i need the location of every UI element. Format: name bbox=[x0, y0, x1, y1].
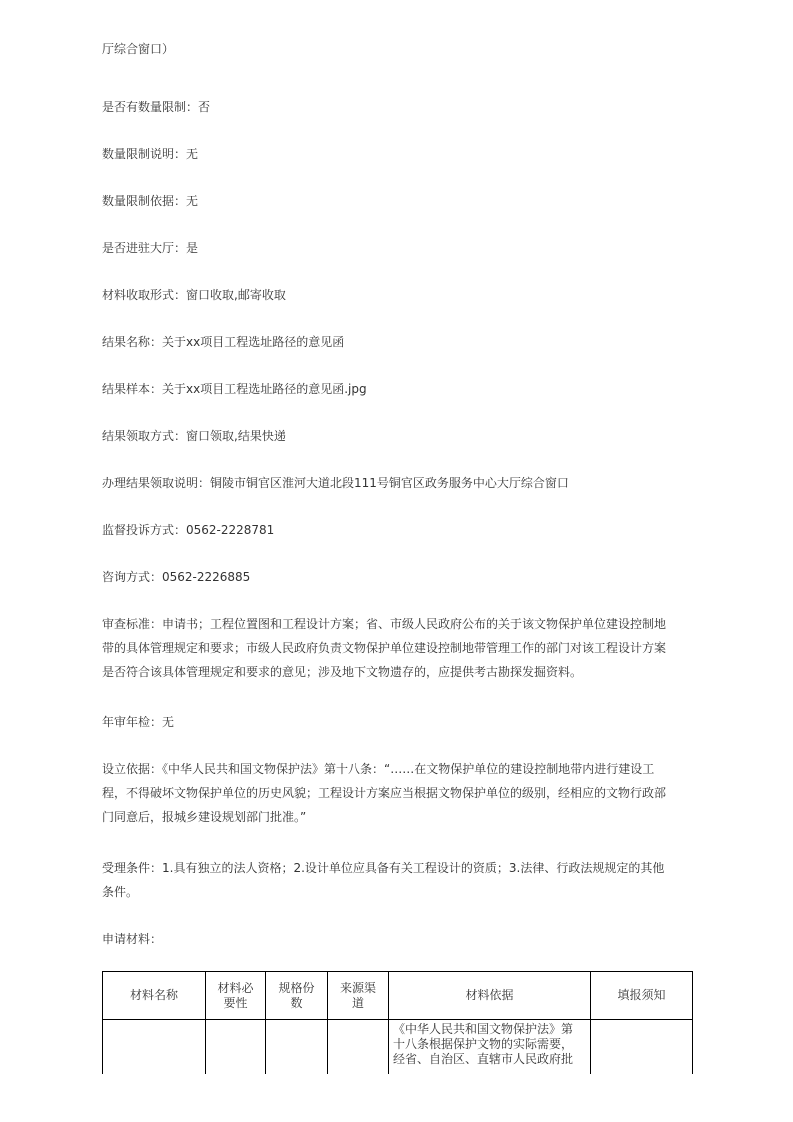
text-line-material-collection: 材料收取形式：窗口收取,邮寄收取 bbox=[102, 288, 286, 302]
legal-basis-line: 程，不得破坏文物保护单位的历史风貌；工程设计方案应当根据文物保护单位的级别，经相应的文物行政部 bbox=[102, 786, 667, 800]
basis-line: 经省、自治区、直辖市人民政府批 bbox=[393, 1052, 574, 1066]
text-line-complaint: 监督投诉方式：0562-2228781 bbox=[102, 523, 275, 537]
header-required-line: 材料必 bbox=[217, 980, 254, 995]
header-basis: 材料依据 bbox=[389, 972, 591, 1020]
header-notes: 填报须知 bbox=[591, 972, 693, 1020]
text-line-hall-window: 厅综合窗口） bbox=[102, 42, 175, 56]
review-standard-line: 是否符合该具体管理规定和要求的意见；涉及地下文物遗存的，应提供考古勘探发掘资料。 bbox=[102, 665, 583, 679]
materials-label: 申请材料： bbox=[102, 932, 163, 946]
legal-basis-paragraph bbox=[102, 757, 692, 829]
header-required bbox=[206, 972, 266, 1020]
review-standard-paragraph bbox=[102, 612, 692, 684]
legal-basis-line: 门同意后，报城乡建设规划部门批准。” bbox=[102, 810, 307, 824]
text-line-quantity-limit: 是否有数量限制：否 bbox=[102, 100, 211, 114]
header-spec bbox=[266, 972, 328, 1020]
text-line-quantity-limit-basis: 数量限制依据：无 bbox=[102, 194, 199, 208]
legal-basis-line: 设立依据：《中华人民共和国文物保护法》第十八条：“……在文物保护单位的建设控制地带内进行建设工 bbox=[102, 762, 655, 776]
table-header-row bbox=[103, 972, 693, 1020]
text-line-annual-review: 年审年检：无 bbox=[102, 715, 175, 729]
header-spec-line: 数 bbox=[290, 995, 303, 1010]
header-source-line: 道 bbox=[351, 995, 364, 1010]
basis-line: 《中华人民共和国文物保护法》第 bbox=[393, 1022, 574, 1036]
text-line-result-pickup-desc: 办理结果领取说明：铜陵市铜官区淮河大道北段111号铜官区政务服务中心大厅综合窗口 bbox=[102, 476, 569, 490]
text-line-consult: 咨询方式：0562-2226885 bbox=[102, 570, 251, 584]
conditions-paragraph bbox=[102, 856, 692, 904]
conditions-line: 条件。 bbox=[102, 885, 139, 899]
header-source-line: 来源渠 bbox=[339, 980, 376, 995]
text-line-quantity-limit-desc: 数量限制说明：无 bbox=[102, 147, 199, 161]
text-line-result-name: 结果名称：关于xx项目工程选址路径的意见函 bbox=[102, 335, 345, 349]
conditions-line: 受理条件：1.具有独立的法人资格；2.设计单位应具备有关工程设计的资质；3.法律、行政法规规定的其他 bbox=[102, 861, 665, 875]
text-line-result-sample: 结果样本：关于xx项目工程选址路径的意见函.jpg bbox=[102, 382, 367, 396]
review-standard-line: 审查标准：申请书；工程位置图和工程设计方案；省、市级人民政府公布的关于该文物保护单位建设控制地 bbox=[102, 617, 667, 631]
review-standard-line: 带的具体管理规定和要求；市级人民政府负责文物保护单位建设控制地带管理工作的部门对该工程设计方案 bbox=[102, 641, 667, 655]
text-line-result-pickup: 结果领取方式：窗口领取,结果快递 bbox=[102, 429, 286, 443]
header-required-line: 要性 bbox=[223, 995, 248, 1010]
header-material-name: 材料名称 bbox=[103, 972, 206, 1020]
header-source bbox=[328, 972, 389, 1020]
basis-text bbox=[393, 1020, 586, 1067]
basis-line: 十八条根据保护文物的实际需要， bbox=[393, 1037, 574, 1051]
text-line-in-hall: 是否进驻大厅：是 bbox=[102, 241, 199, 255]
header-spec-line: 规格份 bbox=[278, 980, 315, 995]
page-bottom-margin bbox=[0, 1074, 793, 1122]
